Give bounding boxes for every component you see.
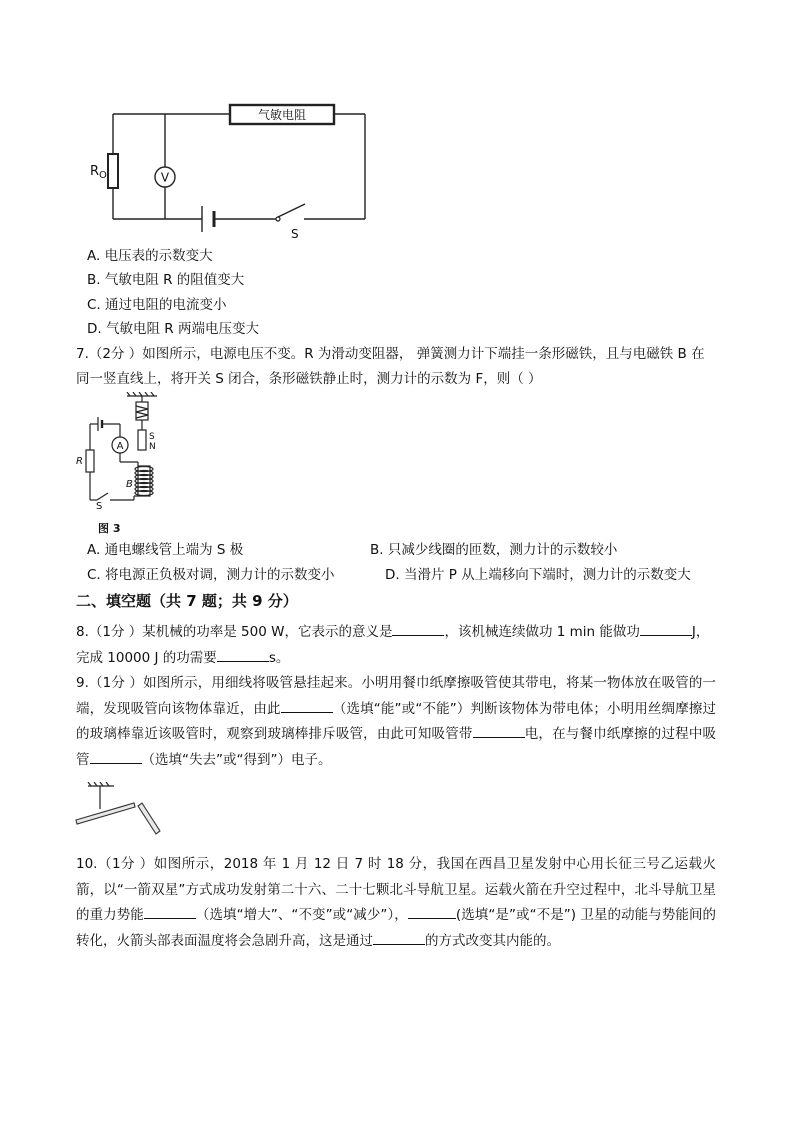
- q6-option-a: A. 电压表的示数变大: [87, 248, 213, 264]
- straw: [76, 803, 135, 824]
- r0-resistor: [108, 154, 118, 188]
- figure-caption: 图 3: [98, 522, 121, 535]
- r0-label: $R_O$: [90, 164, 107, 181]
- gas-sensor-circuit-figure: [80, 96, 380, 246]
- electromagnet-circuit-figure: [72, 392, 172, 542]
- rheostat: [86, 450, 94, 472]
- q6-option-b: B. 气敏电阻 R 的阻值变大: [87, 272, 245, 288]
- switch-label: S: [291, 227, 299, 241]
- switch-pivot: [276, 217, 280, 221]
- glass-rod: [138, 803, 160, 834]
- q7-stem-line1: 7.（2分 ）如图所示，电源电压不变。R 为滑动变阻器， 弹簧测力计下端挂一条形磁铁，且与电磁铁 B 在: [76, 346, 705, 362]
- ammeter-label: A: [116, 441, 124, 452]
- q10-blank-3[interactable]: [373, 930, 425, 945]
- q9-blank-2[interactable]: [473, 723, 525, 738]
- q7-option-c: C. 将电源正负极对调，测力计的示数变小: [87, 567, 335, 583]
- q6-option-d: D. 气敏电阻 R 两端电压变大: [87, 321, 259, 337]
- bar-magnet: [138, 430, 146, 450]
- magnet-n-label: N: [149, 442, 156, 452]
- q10-question: 10.（1分 ）如图所示，2018 年 1 月 12 日 7 时 18 分，我国在西昌卫星发射中心用长征三号乙运载火箭，以“一箭双星”方式成功发射第二十六、二十七颗北斗导航卫星。运载火箭在升空过程中，北斗导航卫星的重力势能 （选填“增大”、“不变”或“减少”）， (选填“是”或“不是”) 卫星的动能与势能间的转化，火箭头部表面温度将会急剧升高，这是通过 的方式改变其内能的。: [76, 856, 717, 949]
- electromagnet-b-label: B: [126, 479, 133, 490]
- q7-stem-line2: 同一竖直线上，将开关 S 闭合，条形磁铁静止时，测力计的示数为 F，则（ ）: [76, 371, 542, 387]
- q6-option-c: C. 通过电阻的电流变小: [87, 297, 227, 313]
- q8-blank-3[interactable]: [217, 647, 269, 662]
- q8-blank-1[interactable]: [392, 621, 444, 636]
- q7-option-d: D. 当滑片 P 从上端移向下端时，测力计的示数变大: [385, 567, 691, 583]
- gas-sensor-label: 气敏电阻: [257, 108, 307, 122]
- magnet-s-label: S: [149, 432, 155, 442]
- q7-option-a: A. 通电螺线管上端为 S 极: [87, 542, 244, 558]
- q8-blank-2[interactable]: [640, 621, 692, 636]
- q8-question: 8.（1分 ）某机械的功率是 500 W，它表示的意义是 ，该机械连续做功 1 min 能做功 J， 完成 10000 J 的功需要 s。: [76, 620, 716, 671]
- q9-blank-3[interactable]: [90, 749, 142, 764]
- rheostat-label: R: [76, 456, 83, 467]
- straw-figure: [74, 782, 174, 842]
- q7-option-b: B. 只减少线圈的匝数，测力计的示数较小: [370, 542, 618, 558]
- q10-blank-1[interactable]: [144, 904, 196, 919]
- q10-blank-2[interactable]: [408, 904, 456, 919]
- switch-s-label: S: [96, 501, 103, 512]
- q9-question: 9.（1分 ）如图所示，用细线将吸管悬挂起来。小明用餐巾纸摩擦吸管使其带电，将某一物体放在吸管的一端，发现吸管向该物体靠近，由此 （选填“能”或“不能”）判断该物体为带电体；小明用丝绸摩擦过的玻璃棒靠近该吸管时，观察到玻璃棒排斥吸管，由此可知吸管带 电，在与餐巾纸摩擦的过程中吸管 （选填“失去”或“得到”）电子。: [76, 675, 717, 768]
- voltmeter-label: V: [160, 170, 170, 185]
- q9-blank-1[interactable]: [281, 698, 333, 713]
- section-title: 二、填空题（共 7 题；共 9 分）: [76, 592, 298, 610]
